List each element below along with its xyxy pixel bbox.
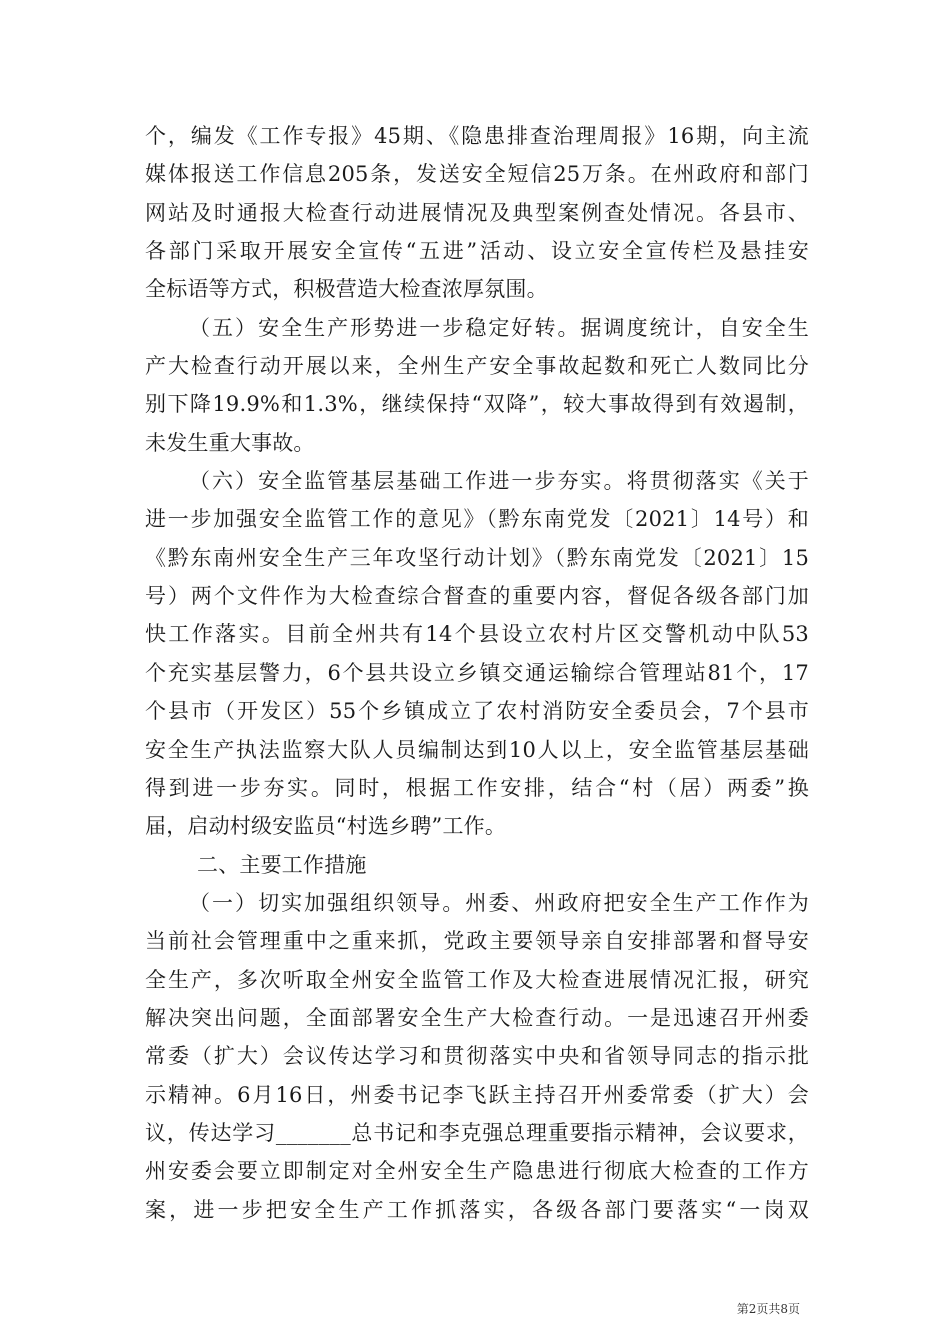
text-line: 个县市（开发区）55个乡镇成立了农村消防安全委员会，7个县市 [145,699,809,724]
document-body [145,117,809,1229]
text-line: 产大检查行动开展以来，全州生产安全事故起数和死亡人数同比分 [145,354,809,379]
chapter-heading: 二、主要工作措施 [197,852,367,877]
text-line: 《黔东南州安全生产三年攻坚行动计划》（黔东南党发〔2021〕15 [145,545,809,570]
section-heading-5: （五）安全生产形势进一步稳定好转。据调度统计，自安全生 [189,315,809,340]
section-heading-1: （一）切实加强组织领导。州委、州政府把安全生产工作作为 [189,890,809,915]
text-line: 各部门采取开展安全宣传“五进”活动、设立安全宣传栏及悬挂安 [145,239,809,264]
text-line: 进一步加强安全监管工作的意见》（黔东南党发〔2021〕14号）和 [145,507,809,532]
text-line: 个充实基层警力，6个县共设立乡镇交通运输综合管理站81个，17 [145,660,809,685]
text-line: 别下降19.9%和1.3%，继续保持“双降”，较大事故得到有效遏制， [145,392,809,417]
text-line: 号）两个文件作为大检查综合督查的重要内容，督促各级各部门加 [145,584,809,609]
text-line: 议，传达学习_______总书记和李克强总理重要指示精神，会议要求， [145,1120,809,1145]
text-line: 全生产，多次听取全州安全监管工作及大检查进展情况汇报，研究 [145,967,809,992]
text-line: 媒体报送工作信息205条，发送安全短信25万条。在州政府和部门 [145,162,809,187]
text-line: 解决突出问题，全面部署安全生产大检查行动。一是迅速召开州委 [145,1005,809,1030]
text-line: 案，进一步把安全生产工作抓落实，各级各部门要落实“一岗双 [145,1197,809,1222]
text-line: 得到进一步夯实。同时，根据工作安排，结合“村（居）两委”换 [145,775,809,800]
text-line: 州安委会要立即制定对全州安全生产隐患进行彻底大检查的工作方 [145,1159,809,1184]
page-number: 第2页共8页 [736,1302,800,1316]
text-line: 安全生产执法监察大队人员编制达到10人以上，安全监管基层基础 [145,737,809,762]
text-line: 全标语等方式，积极营造大检查浓厚氛围。 [145,277,548,302]
text-line: 个，编发《工作专报》45期、《隐患排查治理周报》16期，向主流 [145,124,809,148]
text-line: 当前社会管理重中之重来抓，党政主要领导亲自安排部署和督导安 [145,929,809,954]
text-line: 常委（扩大）会议传达学习和贯彻落实中央和省领导同志的指示批 [145,1044,809,1069]
text-line: 未发生重大事故。 [145,430,315,455]
text-line: 网站及时通报大检查行动进展情况及典型案例查处情况。各县市、 [145,200,809,225]
section-heading-6: （六）安全监管基层基础工作进一步夯实。将贯彻落实《关于 [189,469,809,494]
text-line: 届，启动村级安监员“村选乡聘”工作。 [145,814,507,839]
text-line: 示精神。6月16日，州委书记李飞跃主持召开州委常委（扩大）会 [145,1082,809,1107]
text-line: 快工作落实。目前全州共有14个县设立农村片区交警机动中队53 [145,622,809,647]
